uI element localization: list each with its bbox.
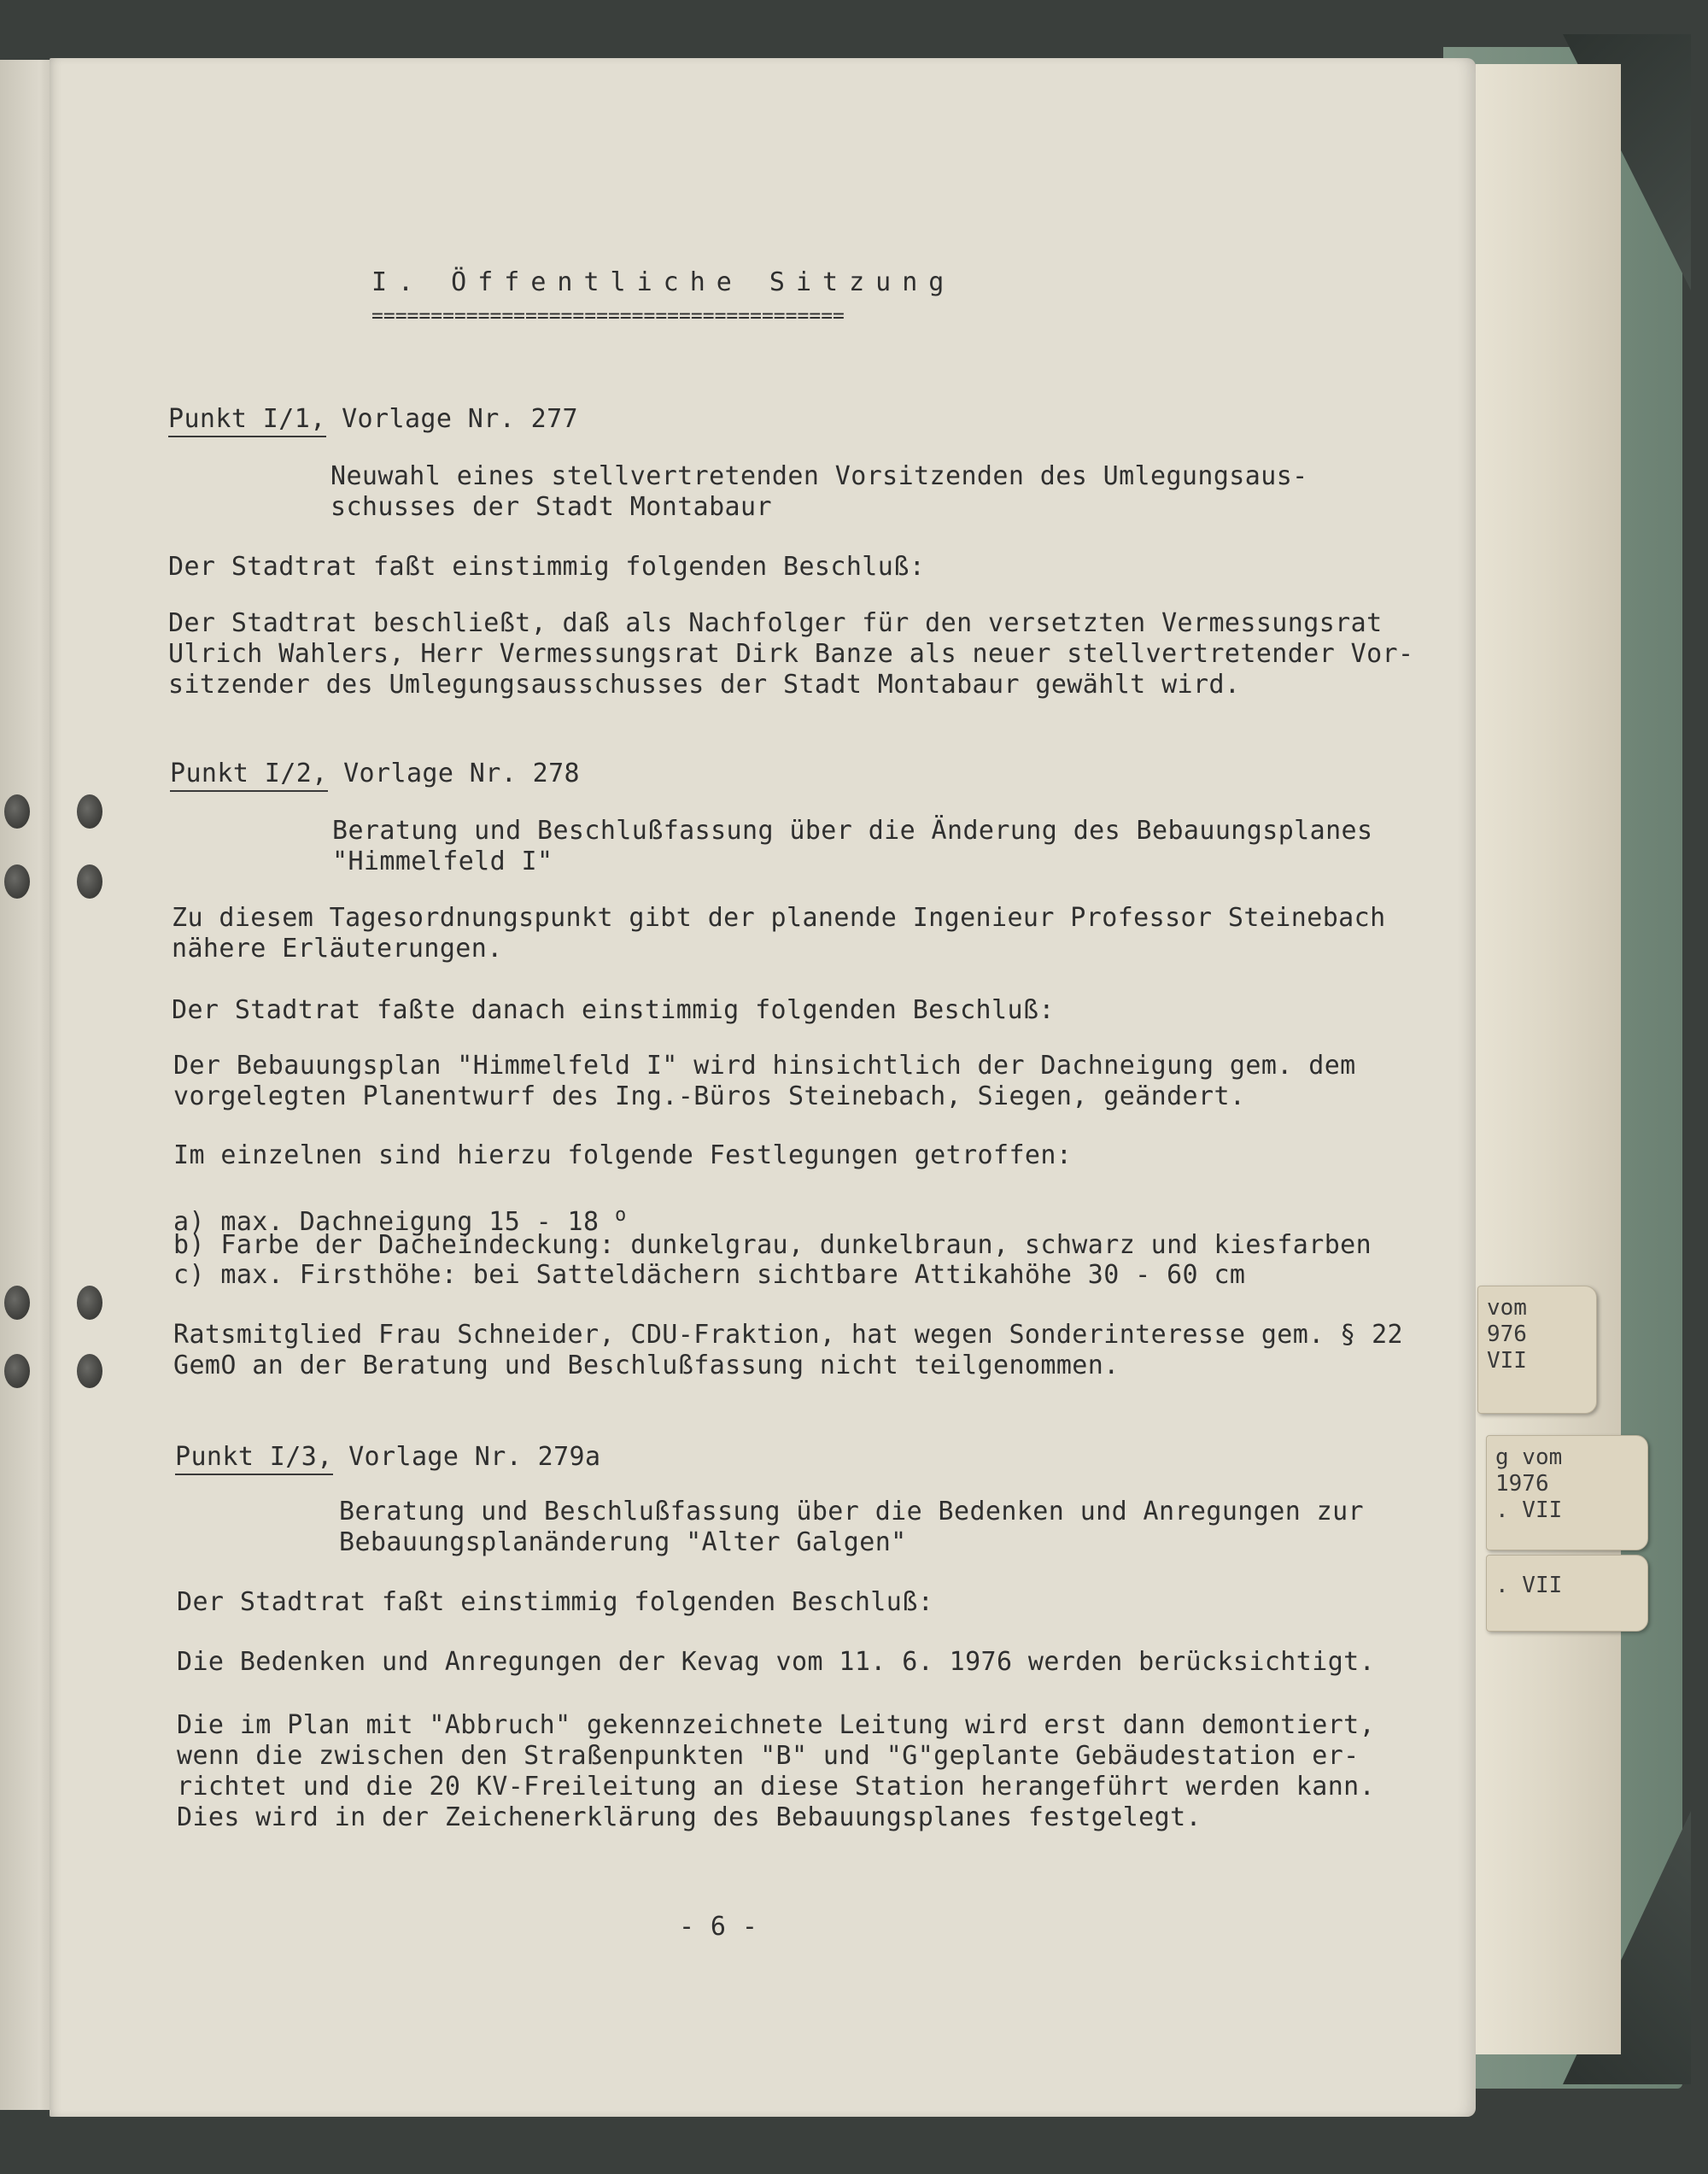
item-1-vorlage: Vorlage Nr. 277 xyxy=(342,404,579,434)
item-1-paragraph: Der Stadtrat beschließt, daß als Nachfolger für den versetzten Vermessungsrat xyxy=(168,608,1383,638)
page-stack xyxy=(1473,64,1621,2054)
tab-line: 1976 xyxy=(1495,1471,1549,1497)
item-2-vorlage: Vorlage Nr. 278 xyxy=(343,759,581,788)
item-2-note: Ratsmitglied Frau Schneider, CDU-Fraktion, hat wegen Sonderinteresse gem. § 22 xyxy=(173,1320,1403,1350)
item-3-paragraph: wenn die zwischen den Straßenpunkten "B" und "G"geplante Gebäudestation er- xyxy=(177,1741,1360,1771)
item-1-label: Punkt I/1, xyxy=(168,404,326,437)
index-tab-2[interactable] xyxy=(1486,1435,1648,1550)
punch-hole xyxy=(4,1354,30,1388)
item-1-subject: Neuwahl eines stellvertretenden Vorsitzenden des Umlegungsaus- xyxy=(330,461,1308,491)
tab-line: 976 xyxy=(1487,1321,1527,1347)
list-a-text: a) max. Dachneigung 15 - 18 xyxy=(173,1207,615,1237)
item-1-paragraph: Der Stadtrat faßt einstimmig folgenden Beschluß: xyxy=(168,552,926,582)
tab-line: . VII xyxy=(1495,1497,1563,1523)
item-3-header xyxy=(175,1442,600,1473)
tab-line: vom xyxy=(1487,1295,1527,1321)
punch-hole xyxy=(4,864,30,899)
item-3-paragraph: richtet und die 20 KV-Freileitung an diese Station herangeführt werden kann. xyxy=(177,1772,1376,1802)
punch-hole xyxy=(77,1286,102,1320)
page-number: - 6 - xyxy=(679,1912,758,1942)
item-3-paragraph: Dies wird in der Zeichenerklärung des Bebauungsplanes festgelegt. xyxy=(177,1802,1202,1832)
item-1-header xyxy=(168,404,578,435)
item-3-subject: Bebauungsplanänderung "Alter Galgen" xyxy=(339,1527,907,1557)
punch-hole xyxy=(77,864,102,899)
item-2-paragraph: Im einzelnen sind hierzu folgende Festlegungen getroffen: xyxy=(173,1140,1073,1170)
tab-line: g vom xyxy=(1495,1444,1563,1470)
item-1-subject: schusses der Stadt Montabaur xyxy=(330,492,772,522)
item-3-paragraph: Die im Plan mit "Abbruch" gekennzeichnete Leitung wird erst dann demontiert, xyxy=(177,1710,1376,1740)
left-page-edge xyxy=(0,60,50,2110)
item-1-paragraph: sitzender des Umlegungsausschusses der Stadt Montabaur gewählt wird. xyxy=(168,670,1241,700)
punch-hole xyxy=(4,794,30,829)
item-3-label: Punkt I/3, xyxy=(175,1442,333,1475)
item-3-subject: Beratung und Beschlußfassung über die Bedenken und Anregungen zur xyxy=(339,1497,1364,1526)
index-tab-3[interactable] xyxy=(1486,1555,1648,1632)
item-2-note: GemO an der Beratung und Beschlußfassung nicht teilgenommen. xyxy=(173,1351,1120,1380)
item-3-paragraph: Der Stadtrat faßt einstimmig folgenden Beschluß: xyxy=(177,1587,934,1617)
page-title: I. Öffentliche Sitzung xyxy=(371,267,956,297)
item-1-paragraph: Ulrich Wahlers, Herr Vermessungsrat Dirk Banze als neuer stellvertretender Vor- xyxy=(168,639,1414,669)
item-2-list-b: b) Farbe der Dacheindeckung: dunkelgrau, dunkelbraun, schwarz und kiesfarben xyxy=(173,1230,1372,1260)
item-2-subject: Beratung und Beschlußfassung über die Änderung des Bebauungsplanes xyxy=(332,816,1373,846)
item-2-paragraph: Der Stadtrat faßte danach einstimmig folgenden Beschluß: xyxy=(172,995,1055,1025)
item-2-paragraph: Zu diesem Tagesordnungspunkt gibt der planende Ingenieur Professor Steinebach xyxy=(172,903,1386,933)
punch-hole xyxy=(77,794,102,829)
item-2-subject: "Himmelfeld I" xyxy=(332,847,553,876)
index-tab-1[interactable] xyxy=(1477,1286,1597,1414)
item-2-label: Punkt I/2, xyxy=(170,759,328,792)
degree-mark: o xyxy=(614,1204,627,1226)
punch-hole xyxy=(77,1354,102,1388)
item-3-paragraph: Die Bedenken und Anregungen der Kevag vom 11. 6. 1976 werden berücksichtigt. xyxy=(177,1647,1376,1677)
item-2-list-c: c) max. Firsthöhe: bei Satteldächern sichtbare Attikahöhe 30 - 60 cm xyxy=(173,1260,1246,1290)
tab-line: . VII xyxy=(1495,1573,1563,1598)
punch-hole xyxy=(4,1286,30,1320)
item-3-vorlage: Vorlage Nr. 279a xyxy=(348,1442,601,1472)
item-2-header xyxy=(170,759,580,789)
item-2-paragraph: vorgelegten Planentwurf des Ing.-Büros Steinebach, Siegen, geändert. xyxy=(173,1081,1246,1111)
item-2-paragraph: Der Bebauungsplan "Himmelfeld I" wird hinsichtlich der Dachneigung gem. dem xyxy=(173,1051,1356,1081)
title-underline: ======================================== xyxy=(371,305,845,327)
tab-line: VII xyxy=(1487,1348,1527,1374)
item-2-paragraph: nähere Erläuterungen. xyxy=(172,934,503,964)
